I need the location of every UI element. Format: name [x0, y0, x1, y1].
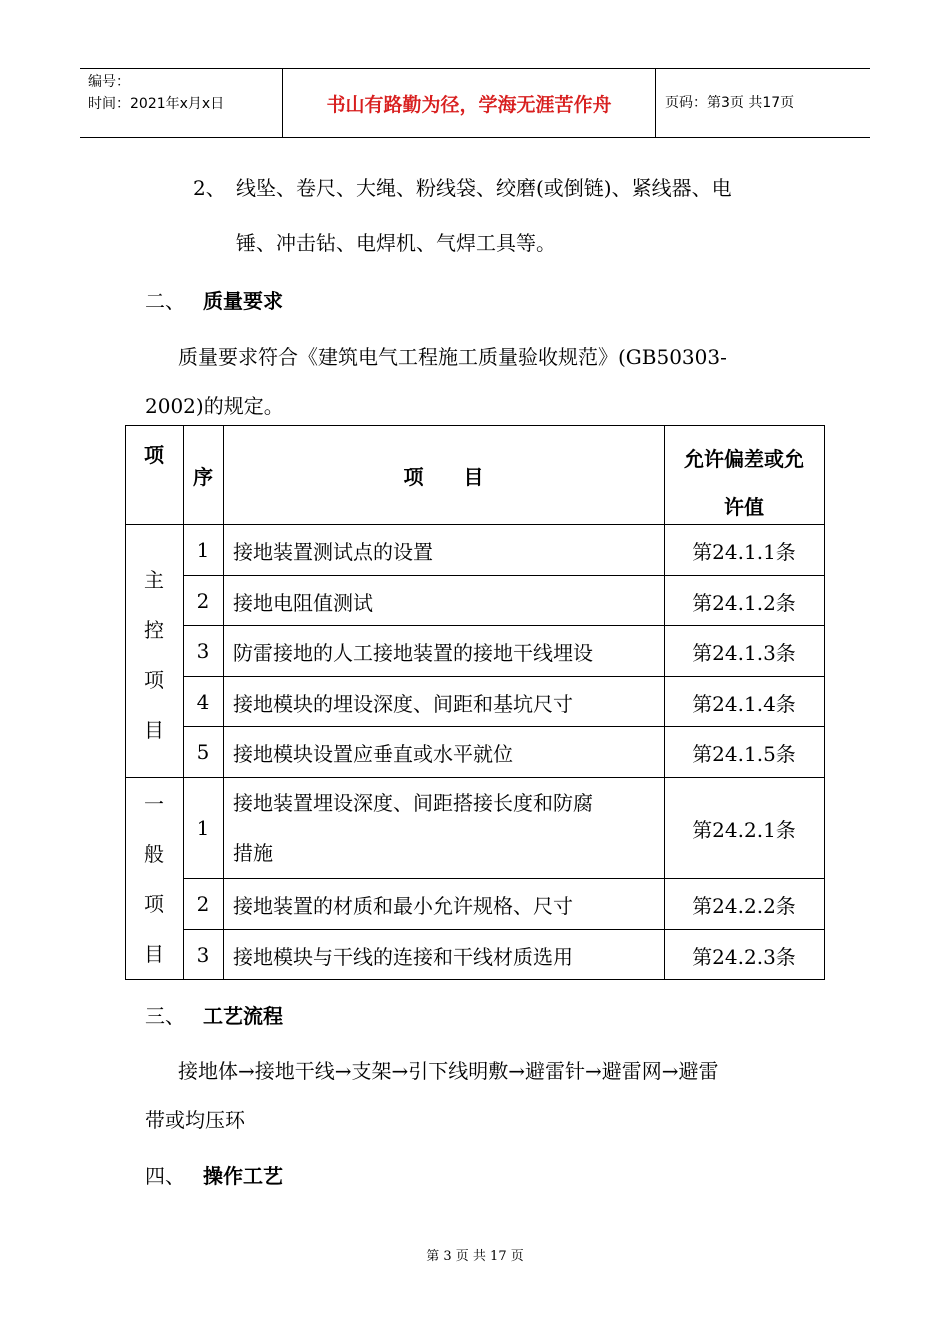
- item2-line1: 线坠、卷尺、大绳、粉线袋、绞磨(或倒链)、紧线器、电: [236, 176, 732, 200]
- row-value: 第24.2.2条: [692, 893, 796, 918]
- section-4-heading: [145, 1160, 283, 1189]
- group-char: 一: [144, 792, 164, 816]
- row-number: 1: [196, 538, 210, 562]
- row-item: 接地模块设置应垂直或水平就位: [233, 741, 513, 766]
- row-value: 第24.1.5条: [692, 741, 796, 766]
- code-label: 编号：: [88, 74, 130, 90]
- table-head-value-line2: 许值: [724, 495, 764, 519]
- row-item: 接地模块的埋设深度、间距和基坑尺寸: [233, 691, 573, 716]
- table-head-value-line1: 允许偏差或允: [684, 447, 804, 471]
- group-label-main: [125, 555, 183, 755]
- group-char: 主: [144, 568, 164, 592]
- section-2-number: 二、: [145, 289, 185, 313]
- item2-number: 2、: [193, 176, 226, 200]
- table-head-group: 项: [144, 442, 164, 467]
- row-value: 第24.1.1条: [692, 539, 796, 564]
- table-head-value: [664, 435, 824, 531]
- row-number: 4: [196, 690, 210, 714]
- group-char: 项: [144, 892, 164, 916]
- group-char: 控: [144, 618, 164, 642]
- page-footer: 第 3 页 共 17 页: [426, 1249, 524, 1264]
- quality-paragraph-line1: 质量要求符合《建筑电气工程施工质量验收规范》(GB50303-: [178, 345, 727, 369]
- header-motto: 书山有路勤为径，学海无涯苦作舟: [326, 93, 612, 116]
- row-item-line1: 接地装置埋设深度、间距搭接长度和防腐: [233, 791, 593, 815]
- row-number: 3: [196, 943, 210, 967]
- page-header: [80, 68, 870, 138]
- section-3-title: 工艺流程: [203, 1004, 283, 1028]
- row-value: 第24.1.3条: [692, 640, 796, 665]
- section-3-heading: [145, 1000, 283, 1029]
- process-flow-line1: 接地体→接地干线→支架→引下线明敷→避雷针→避雷网→避雷: [178, 1059, 719, 1083]
- section-2-title: 质量要求: [203, 289, 283, 313]
- row-value: 第24.2.1条: [692, 817, 796, 842]
- table-border: [824, 425, 825, 980]
- row-number: 5: [196, 740, 210, 764]
- quality-table: [125, 425, 825, 980]
- row-item: 防雷接地的人工接地装置的接地干线埋设: [233, 640, 593, 665]
- quality-paragraph-line2: 2002)的规定。: [145, 394, 284, 418]
- header-meta: [88, 71, 224, 115]
- group-label-general: [125, 779, 183, 979]
- section-3-number: 三、: [145, 1004, 185, 1028]
- row-item: 接地装置的材质和最小允许规格、尺寸: [233, 893, 573, 918]
- section-2-heading: [145, 285, 283, 314]
- section-4-title: 操作工艺: [203, 1164, 283, 1188]
- header-divider: [655, 69, 656, 137]
- time-label: 时间：2021年x月x日: [88, 96, 225, 112]
- row-item: [233, 778, 663, 878]
- group-char: 目: [144, 718, 164, 742]
- section-4-number: 四、: [145, 1164, 185, 1188]
- row-number: 2: [196, 892, 210, 916]
- row-number: 3: [196, 639, 210, 663]
- group-char: 项: [144, 668, 164, 692]
- row-number: 2: [196, 589, 210, 613]
- row-number: 1: [196, 816, 210, 840]
- group-char: 般: [144, 842, 164, 866]
- row-value: 第24.2.3条: [692, 944, 796, 969]
- group-char: 目: [144, 942, 164, 966]
- row-value: 第24.1.2条: [692, 590, 796, 615]
- table-head-item: 项 目: [403, 464, 484, 489]
- table-head-number: 序: [193, 464, 213, 489]
- row-item: 接地装置测试点的设置: [233, 539, 433, 564]
- row-item-line2: 措施: [233, 841, 273, 865]
- process-flow-line2: 带或均压环: [145, 1108, 245, 1132]
- row-item: 接地模块与干线的连接和干线材质选用: [233, 944, 573, 969]
- row-item: 接地电阻值测试: [233, 590, 373, 615]
- header-page-label: 页码：第3页 共17页: [665, 95, 795, 111]
- row-value: 第24.1.4条: [692, 691, 796, 716]
- item2-line2: 锤、冲击钻、电焊机、气焊工具等。: [236, 231, 556, 255]
